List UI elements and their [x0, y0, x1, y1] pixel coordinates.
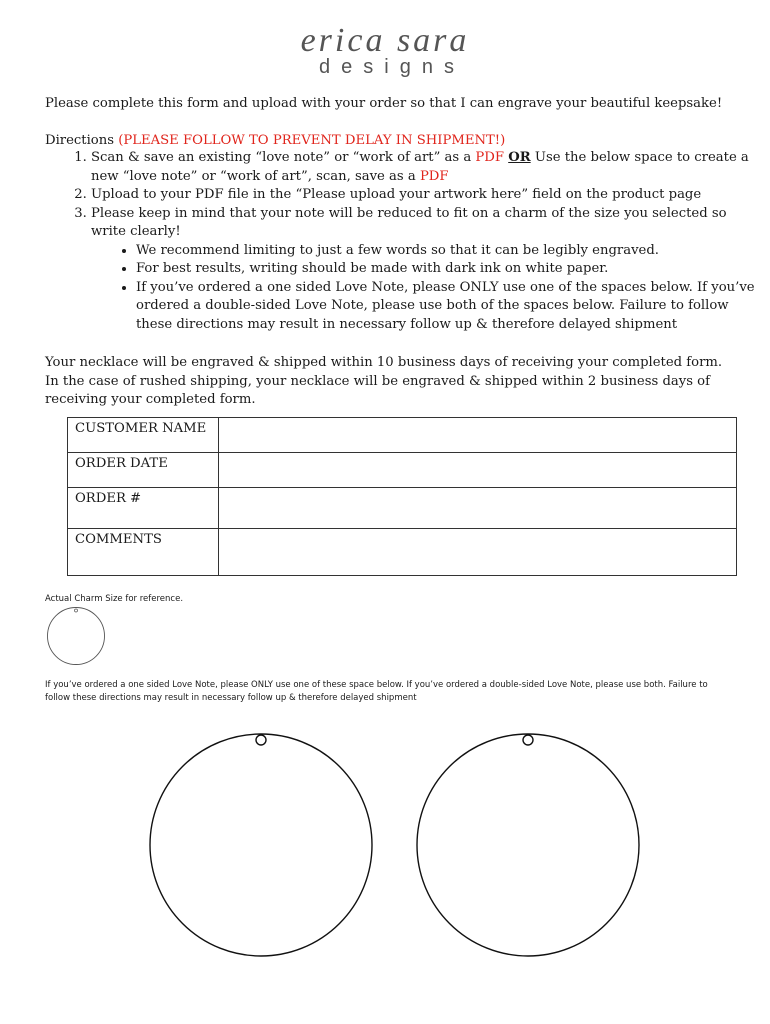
directions-label: Directions — [45, 133, 119, 148]
table-row — [68, 418, 737, 453]
step-1-text-a: Scan & save an existing “love note” or “work of art” as a — [91, 150, 476, 165]
customer-name-label: CUSTOMER NAME — [68, 418, 219, 453]
order-date-label: ORDER DATE — [68, 453, 219, 488]
tips-list — [91, 242, 761, 335]
directions-heading — [45, 133, 505, 148]
table-row — [68, 488, 737, 529]
comments-field[interactable] — [219, 529, 737, 576]
directions-warning: (PLEASE FOLLOW TO PREVENT DELAY IN SHIPMENT!) — [118, 133, 506, 148]
step-1 — [91, 149, 761, 186]
step-3 — [91, 205, 761, 335]
pdf-text-1: PDF — [475, 150, 504, 165]
tip-item: • We recommend limiting to just a few words so that it can be legibly engraved. — [136, 242, 761, 261]
directions-steps — [45, 149, 761, 334]
comments-label: COMMENTS — [68, 529, 219, 576]
shipping-note: Your necklace will be engraved & shipped within 10 business days of receiving your completed form. In the case of rushed shipping, your necklace will be engraved & shipped within 2 business days of receiving your completed form. — [45, 355, 723, 407]
tip-item: • If you’ve ordered a one sided Love Note, please ONLY use one of the spaces below. If you’ve ordered a double-sided Love Note, please use both of the spaces below. Failure to follow these directions may result in necessary follow up & therefore delayed shipment — [136, 279, 761, 335]
step-3-text: Please keep in mind that your note will be reduced to fit on a charm of the size you selected so write clearly! — [91, 205, 727, 239]
order-number-field[interactable] — [219, 488, 737, 529]
step-2: 2. Upload to your PDF file in the “Please upload your artwork here” field on the product page — [91, 186, 761, 205]
charm-drawing-area-2[interactable] — [414, 725, 642, 963]
order-date-field[interactable] — [219, 453, 737, 488]
charm-reference-label: Actual Charm Size for reference. — [45, 594, 184, 604]
reference-charm-icon — [45, 603, 107, 667]
table-row — [68, 529, 737, 576]
table-row — [68, 453, 737, 488]
logo-subtitle: designs — [319, 56, 465, 78]
order-info-table — [67, 417, 737, 576]
logo-script: erica sara — [300, 22, 470, 59]
customer-name-field[interactable] — [219, 418, 737, 453]
step-1-text-b: Use the below space to create a new “love note” or “work of art”, scan, save as a — [91, 150, 749, 184]
brand-logo — [0, 24, 770, 76]
charm-drawing-area-1[interactable] — [147, 725, 375, 963]
order-number-label: ORDER # — [68, 488, 219, 529]
tip-item: • For best results, writing should be made with dark ink on white paper. — [136, 260, 761, 279]
or-text: OR — [508, 150, 531, 165]
intro-text: Please complete this form and upload with your order so that I can engrave your beautiful keepsake! — [45, 96, 723, 111]
charm-instructions: If you’ve ordered a one sided Love Note, please ONLY use one of these space below. If you’ve ordered a double-sided Love Note, please use both. Failure to follow these directions may result in necessary follow up & therefore delayed shipment — [45, 680, 708, 703]
pdf-text-2: PDF — [419, 168, 449, 184]
